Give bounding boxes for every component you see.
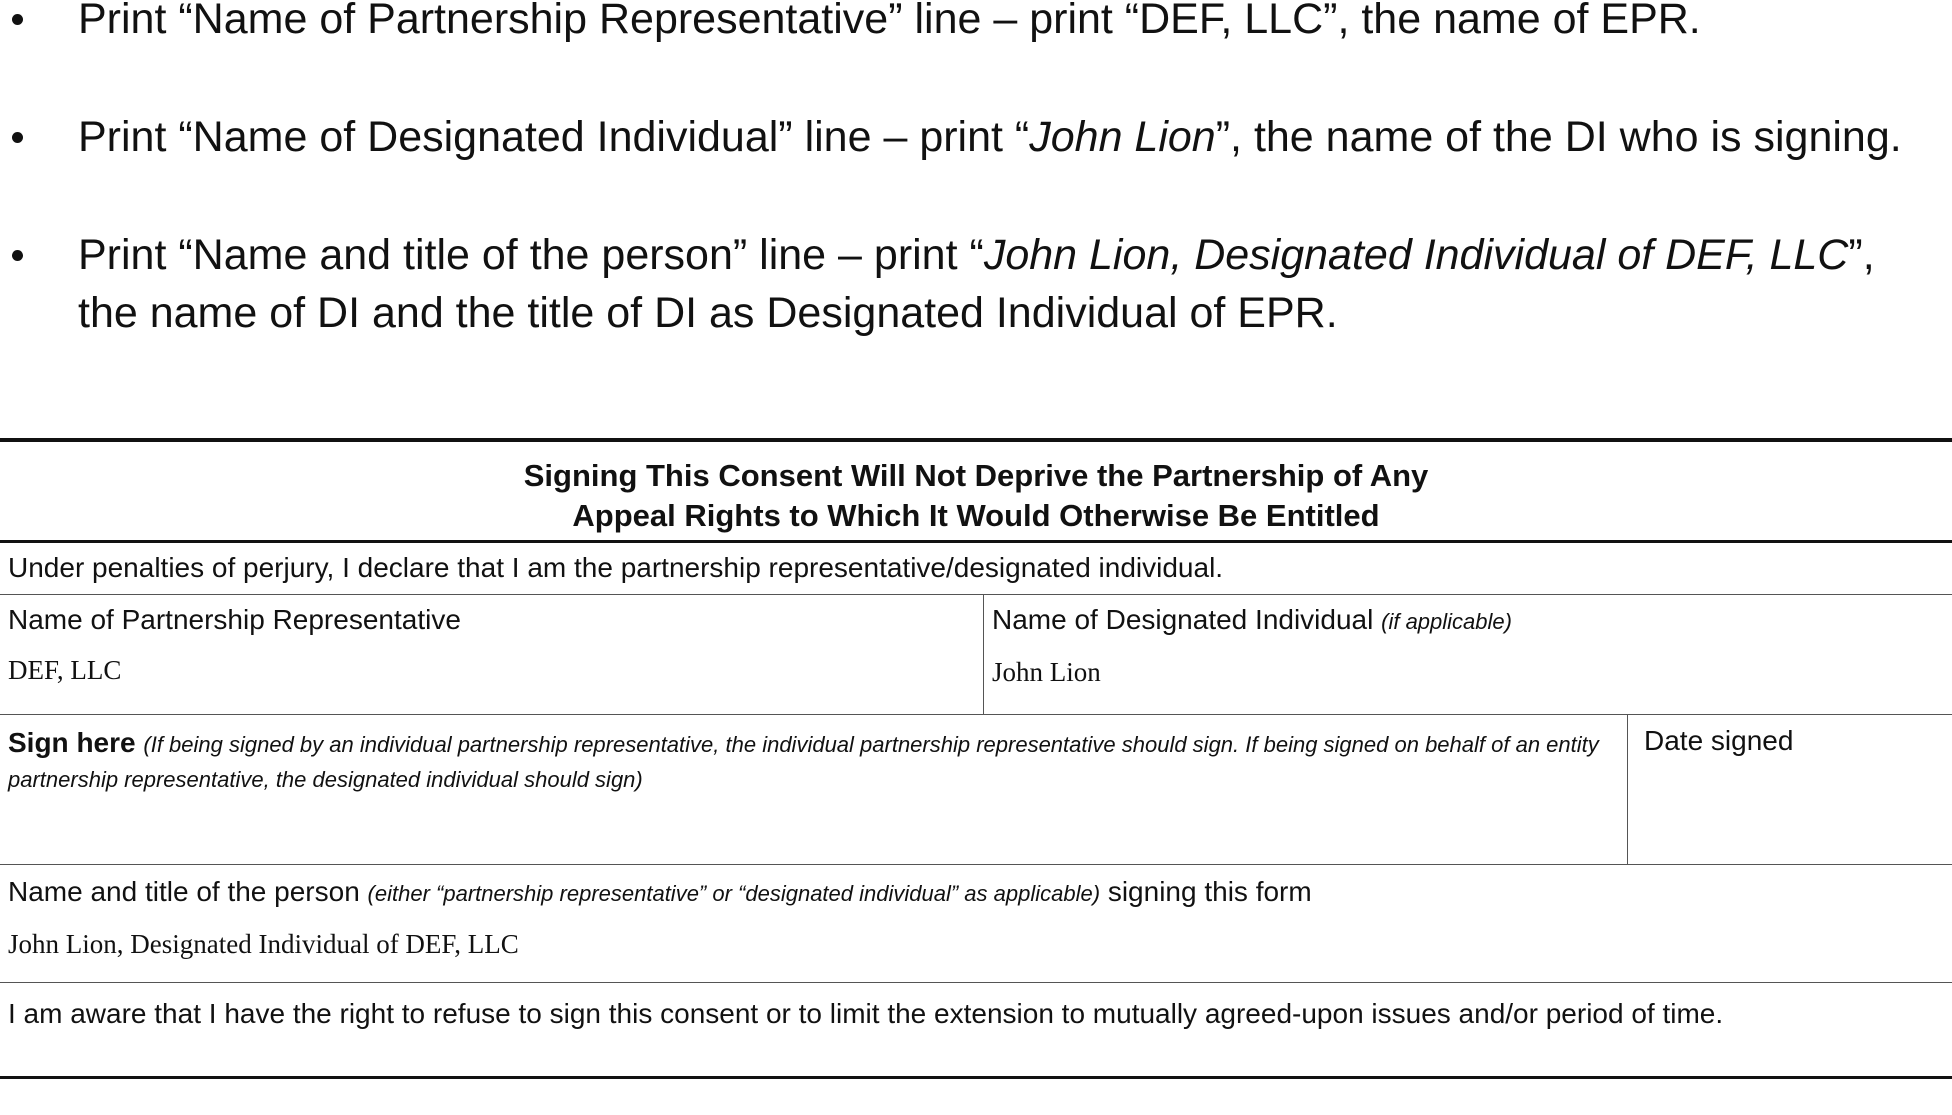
names-row	[0, 595, 1952, 715]
instruction-item	[0, 226, 1952, 342]
person-title-label-end: signing this form	[1107, 876, 1312, 907]
partnership-representative-value: DEF, LLC	[8, 655, 122, 685]
instruction-text: ”, the name of DI and the title of DI as Designated Individual of EPR.	[78, 231, 1875, 337]
form-title-line: Appeal Rights to Which It Would Otherwise Be Entitled	[572, 498, 1380, 533]
designated-individual-label: Name of Designated Individual	[992, 604, 1374, 635]
instruction-italic: John Lion, Designated Individual of DEF, LLC	[983, 231, 1849, 279]
designated-individual-note: (if applicable)	[1381, 609, 1512, 634]
instruction-text: ”, the name of the DI who is signing.	[1215, 113, 1902, 161]
instruction-italic: John Lion	[1029, 113, 1216, 161]
signature-field[interactable]	[0, 715, 1628, 864]
awareness-statement: I am aware that I have the right to refuse to sign this consent or to limit the extension to mutually agreed-upon issues and/or period of time.	[0, 983, 1952, 1079]
form-title	[0, 442, 1952, 543]
form-title-line: Signing This Consent Will Not Deprive the Partnership of Any	[523, 458, 1429, 493]
instruction-text: Print “Name of Designated Individual” line – print “	[78, 113, 1030, 161]
signature-row	[0, 715, 1952, 865]
date-signed-field[interactable]	[1628, 715, 1952, 864]
date-signed-label: Date signed	[1644, 725, 1794, 756]
consent-form	[0, 438, 1952, 1079]
partnership-representative-field[interactable]	[0, 595, 984, 714]
instruction-item	[0, 108, 1952, 166]
declaration-row: Under penalties of perjury, I declare that I am the partnership representative/designated individual.	[0, 543, 1952, 595]
person-title-field[interactable]	[0, 865, 1952, 983]
designated-individual-label-wrap	[992, 595, 1952, 637]
instruction-text: Print “Name and title of the person” line – print “	[78, 231, 984, 279]
instruction-item	[0, 0, 1952, 48]
person-title-note: (either “partnership representative” or “designated individual” as applicable)	[367, 881, 1101, 906]
person-title-value: John Lion, Designated Individual of DEF, LLC	[8, 929, 519, 959]
partnership-representative-label: Name of Partnership Representative	[8, 604, 461, 635]
sign-here-note: (If being signed by an individual partnership representative, the individual partnership representative should sign. If being signed on behalf of an entity partnership representative, the designated individual should sign)	[8, 732, 1599, 792]
instruction-text: Print “Name of Partnership Representative” line – print “DEF, LLC”, the name of EPR.	[78, 0, 1701, 43]
sign-here-label: Sign here	[8, 727, 136, 758]
person-title-label-wrap	[8, 865, 1952, 909]
designated-individual-field[interactable]	[984, 595, 1952, 714]
designated-individual-value: John Lion	[992, 657, 1101, 687]
person-title-label: Name and title of the person	[8, 876, 360, 907]
